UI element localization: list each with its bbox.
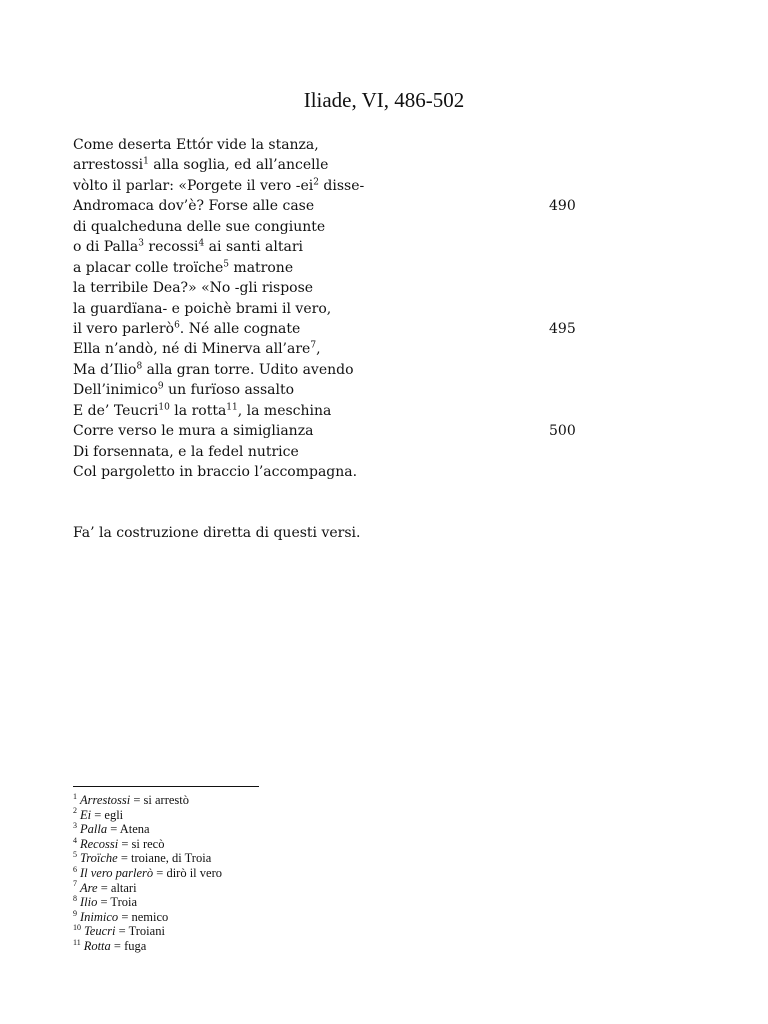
footnote-term: Inimico: [80, 909, 119, 924]
footnote-definition: = si arrestò: [130, 793, 190, 807]
footnote-term: Recossi: [80, 836, 119, 851]
verse-line: [73, 442, 693, 462]
verse-text: Di forsennata, e la fedel nutrice: [73, 443, 299, 460]
verse-line: [73, 339, 693, 359]
footnote-marker: 3: [138, 238, 144, 249]
footnote-number: 7: [73, 879, 77, 889]
footnote-item: [73, 910, 373, 925]
footnote-marker: 7: [310, 340, 317, 351]
verse-text: Andromaca dov’è? Forse alle case: [73, 198, 315, 215]
verse-text: Corre verso le mura a simiglianza: [73, 423, 314, 440]
footnote-number: 9: [73, 908, 77, 918]
footnote-number: 1: [73, 791, 77, 801]
footnote-number: 11: [73, 937, 81, 947]
verse-line: [73, 319, 693, 339]
footnote-marker: 11: [226, 402, 238, 413]
footnote-term: Ei: [80, 807, 92, 822]
exercise-instruction: Fa’ la costruzione diretta di questi versi.: [73, 525, 361, 541]
verse-line: [73, 278, 693, 298]
footnote-number: 4: [73, 835, 77, 845]
footnote-separator: [73, 786, 259, 787]
verse-line: [73, 135, 693, 155]
footnote-term: Are: [80, 880, 98, 895]
footnote-term: Teucri: [84, 924, 116, 939]
verse-text: Ma d’Ilio$^8$ alla gran torre. Udito avendo: [73, 361, 354, 378]
footnote-marker: 2: [313, 177, 319, 188]
verse-text: Dell’inimico$^9$ un furïoso assalto: [73, 381, 295, 399]
footnote-definition: = troiane, di Troia: [117, 851, 212, 866]
footnote-item: [73, 793, 373, 808]
verse-text: Ella n’andò, né di Minerva all’are$^7$,: [73, 340, 321, 358]
line-number: 495: [549, 320, 576, 337]
footnote-definition: = dirò il vero: [153, 865, 222, 880]
verse-line: [73, 196, 693, 216]
footnote-marker: 4: [198, 238, 205, 249]
footnote-definition: = Troiani: [115, 924, 165, 939]
verse-text: il vero parlerò$^6$. Né alle cognate: [73, 320, 301, 337]
verse-line: [73, 217, 693, 237]
footnote-item: [73, 808, 373, 823]
footnote-definition: = nemico: [118, 909, 169, 924]
footnote-number: 10: [73, 923, 81, 933]
footnote-item: [73, 822, 373, 837]
footnote-item: [73, 895, 373, 910]
verse-line: [73, 421, 693, 441]
footnote-term: Il vero parlerò: [80, 865, 154, 880]
footnote-item: [73, 866, 373, 881]
footnote-number: 5: [73, 850, 77, 860]
verse-line: [73, 380, 693, 400]
footnote-item: [73, 837, 373, 852]
footnote-definition: = fuga: [110, 938, 147, 953]
verse-line: [73, 401, 693, 421]
footnote-definition: = Troia: [97, 895, 138, 910]
verse-text: E de’ Teucri$^{10}$ la rotta$^{11}$, la meschina: [73, 402, 332, 419]
footnote-definition: = altari: [97, 880, 137, 895]
page-title: Iliade, VI, 486-502: [303, 88, 465, 112]
footnote-term: Troïche: [80, 851, 118, 866]
verse-line: [73, 360, 693, 380]
footnote-term: Palla: [80, 822, 108, 837]
footnote-marker: 9: [157, 381, 164, 392]
footnote-number: 6: [73, 864, 77, 874]
footnote-term: Ilio: [80, 895, 98, 910]
verse-line: [73, 237, 693, 257]
footnote-definition: = si recò: [118, 836, 165, 851]
verse-line: [73, 155, 693, 175]
footnote-item: [73, 851, 373, 866]
footnote-definition: = egli: [91, 807, 124, 822]
footnote-term: Rotta: [83, 938, 111, 953]
verse-line: [73, 299, 693, 319]
poem-verses: [73, 135, 693, 482]
footnote-number: 3: [73, 821, 77, 831]
verse-text: Come deserta Ettór vide la stanza,: [73, 137, 319, 153]
verse-text: vòlto il parlar: «Porgete il vero $-ei^2$ disse-: [73, 177, 365, 194]
footnotes: [73, 793, 373, 954]
line-number: 500: [549, 423, 576, 440]
footnote-marker: 8: [136, 361, 143, 372]
verse-text: a placar colle troïche$^5$ matrone: [73, 258, 294, 276]
verse-line: [73, 258, 693, 278]
verse-text: o di Palla$^3$ recossi$^4$ ai santi altari: [73, 238, 304, 256]
footnote-number: 2: [73, 806, 77, 816]
verse-line: [73, 176, 693, 196]
footnote-marker: 1: [143, 156, 149, 167]
footnote-item: [73, 881, 373, 896]
footnote-definition: = Atena: [107, 822, 150, 837]
verse-text: la terribile Dea?» «No -gli rispose: [73, 280, 314, 297]
verse-text: Col pargoletto in braccio l’accompagna.: [73, 464, 358, 480]
footnote-term: Arrestossi: [80, 793, 131, 807]
footnote-item: [73, 939, 373, 954]
verse-line: [73, 462, 693, 482]
footnote-marker: 6: [174, 320, 180, 331]
verse-text: di qualcheduna delle sue congiunte: [73, 218, 326, 235]
line-number: 490: [549, 198, 576, 215]
footnote-marker: 10: [158, 402, 170, 413]
footnote-number: 8: [73, 894, 77, 903]
footnote-marker: 5: [223, 258, 229, 269]
verse-text: arrestossi$^1$ alla soglia, ed all’ancelle: [73, 156, 329, 174]
verse-text: la guardïana- e poichè brami il vero,: [73, 300, 332, 317]
footnote-item: [73, 924, 373, 939]
